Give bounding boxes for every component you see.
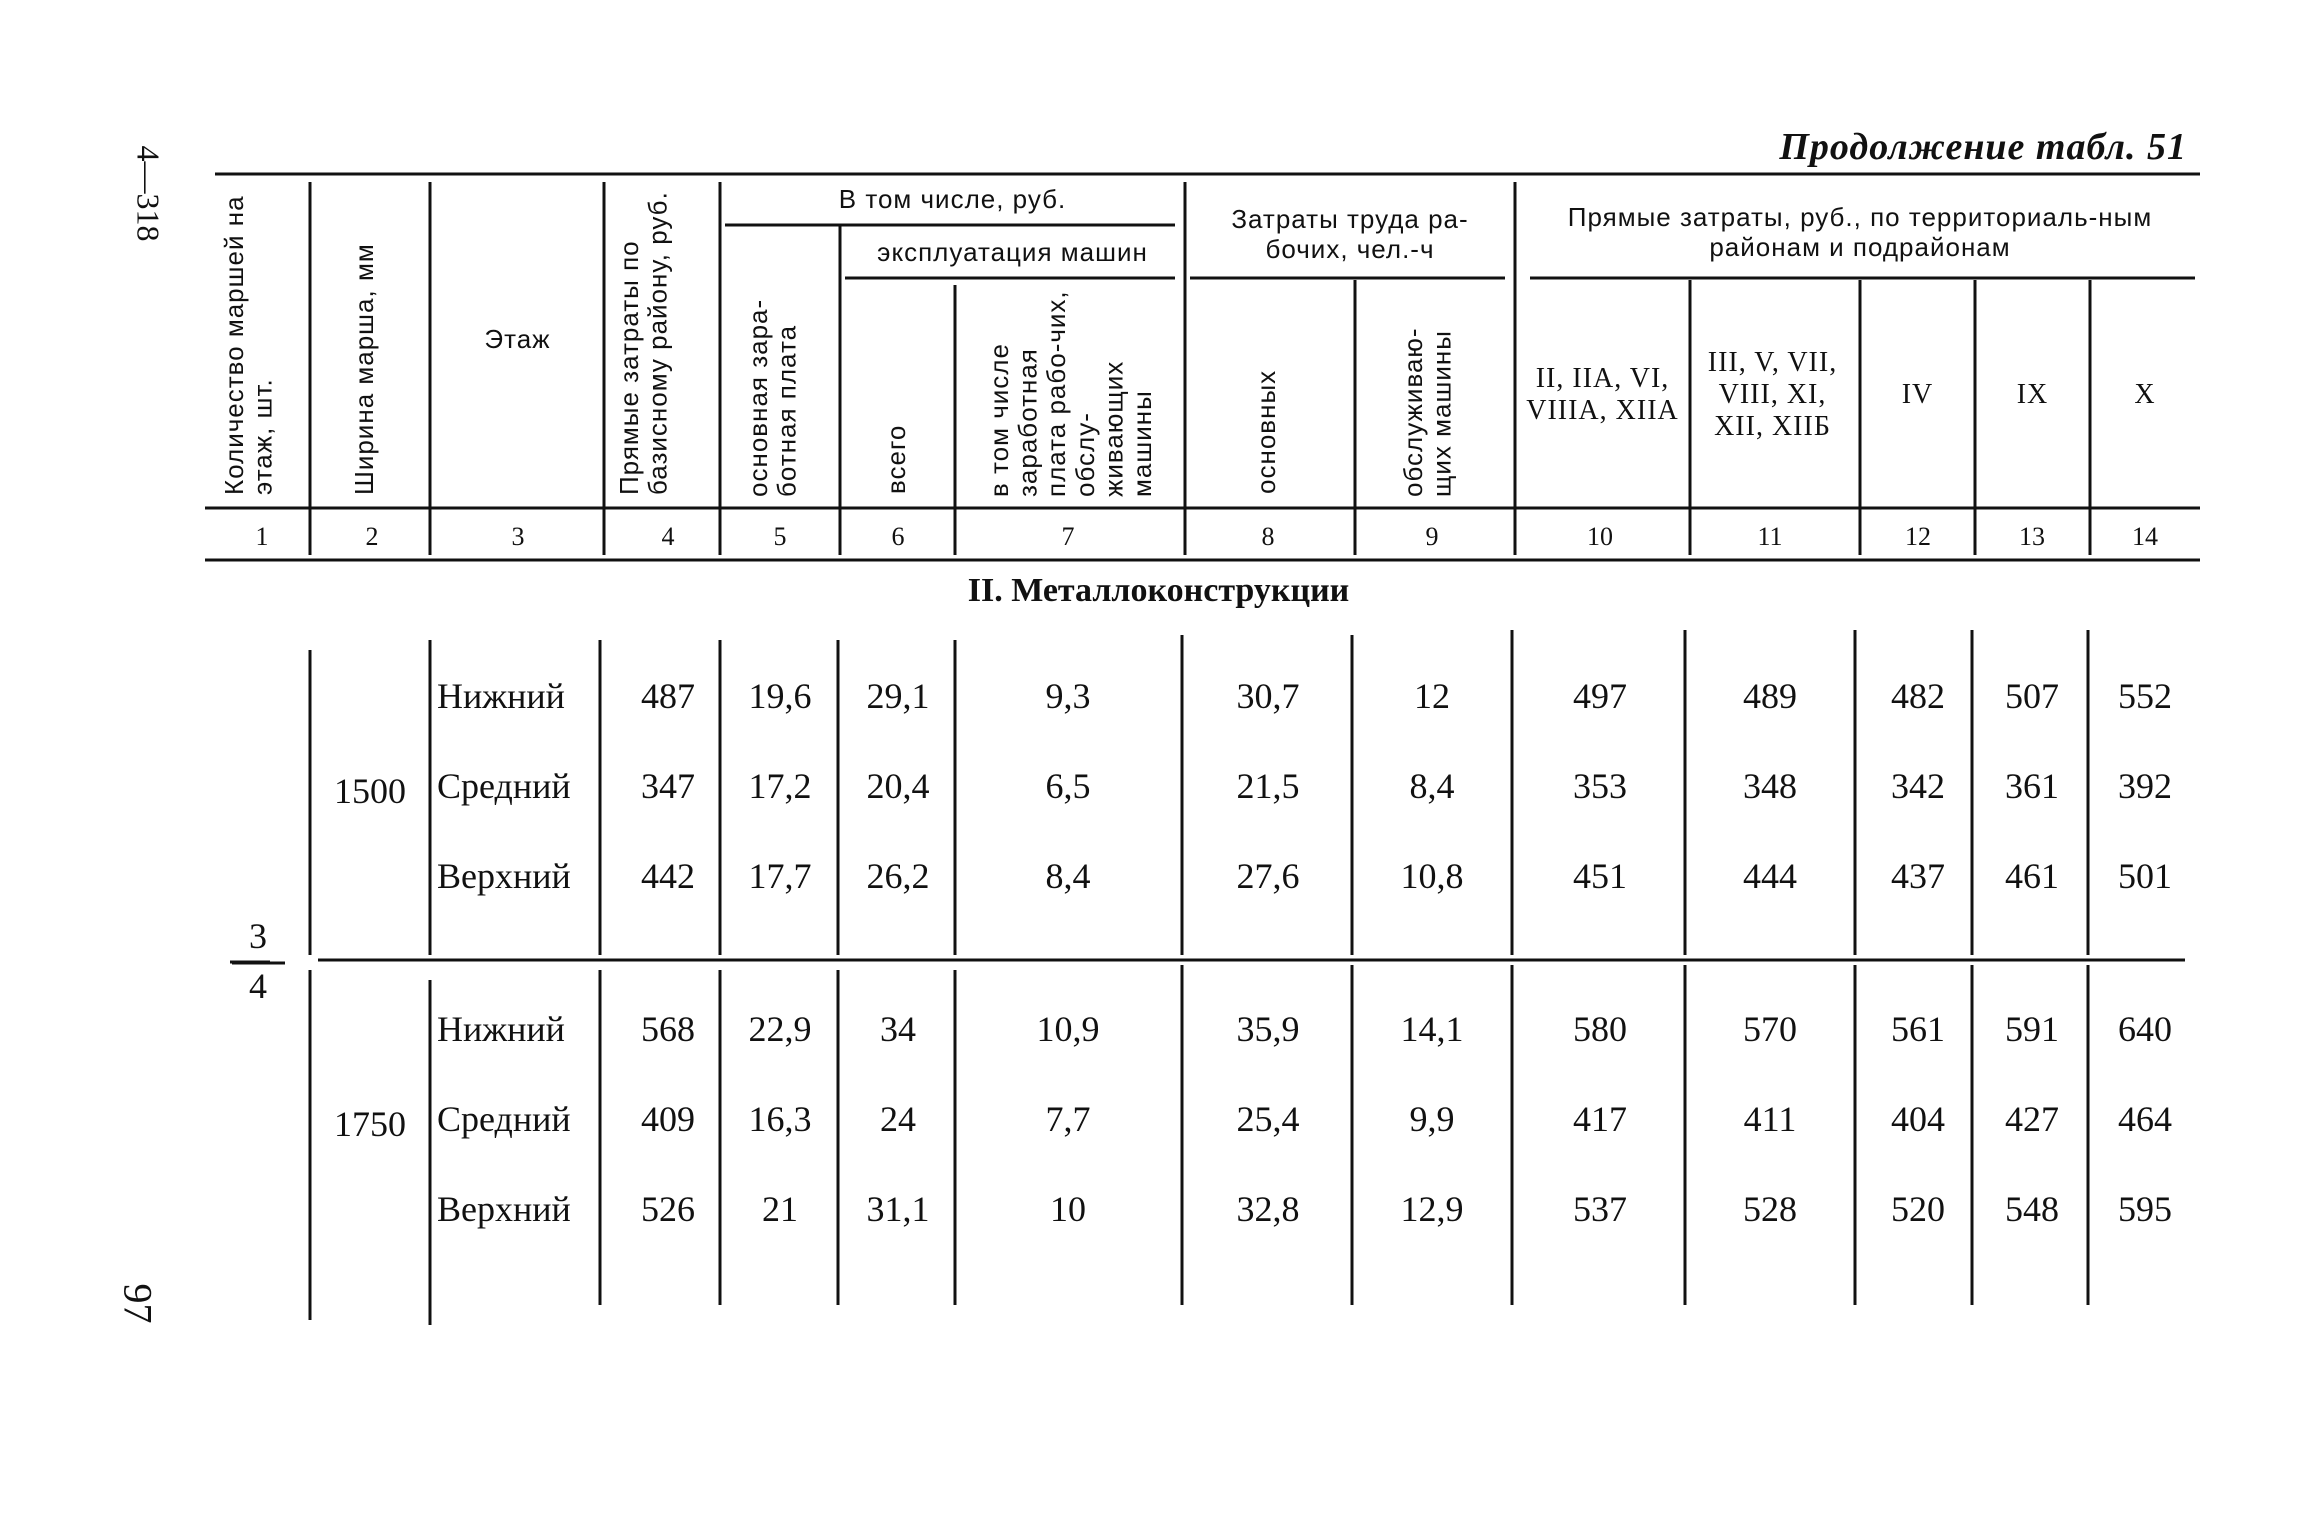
table-cell: 348 — [1743, 766, 1797, 807]
table-cell: 16,3 — [748, 1099, 812, 1140]
header-direct-cost-text: Прямые затраты по базисному району, руб. — [614, 191, 673, 495]
floor-name: Нижний — [437, 676, 565, 717]
table-cell: 9,9 — [1409, 1099, 1455, 1140]
header-region-3: IV — [1901, 378, 1934, 410]
table-cell: 442 — [641, 856, 695, 897]
header-machines-total-text: всего — [881, 424, 911, 494]
table-cell: 21 — [762, 1189, 798, 1230]
table-cell: 526 — [641, 1189, 695, 1230]
table-cell: 21,5 — [1236, 766, 1300, 807]
header-width-text: Ширина марша, мм — [349, 243, 379, 495]
header-labor-main — [1190, 285, 1350, 502]
table-cell: 537 — [1573, 1189, 1627, 1230]
header-direct-cost — [610, 185, 720, 500]
table-cell: 14,1 — [1400, 1009, 1464, 1050]
header-machines-wage — [960, 285, 1180, 502]
column-number: 1 — [255, 522, 269, 552]
table-cell: 392 — [2118, 766, 2172, 807]
table-cell: 30,7 — [1236, 676, 1300, 717]
table-cell: 31,1 — [866, 1189, 930, 1230]
header-floor: Этаж — [484, 324, 551, 355]
header-group-incl: В том числе, руб. — [838, 184, 1067, 215]
header-group-machines: эксплуатация машин — [877, 237, 1148, 268]
table-cell: 507 — [2005, 676, 2059, 717]
column-number: 14 — [2132, 522, 2158, 552]
table-cell: 417 — [1573, 1099, 1627, 1140]
column-number: 5 — [773, 522, 787, 552]
table-cell: 29,1 — [866, 676, 930, 717]
table-cell: 35,9 — [1236, 1009, 1300, 1050]
header-count-text: Количество маршей на этаж, шт. — [219, 195, 278, 495]
table-cell: 427 — [2005, 1099, 2059, 1140]
table-cell: 487 — [641, 676, 695, 717]
column-number: 10 — [1587, 522, 1613, 552]
header-region-4: IX — [2016, 378, 2049, 410]
table-cell: 25,4 — [1236, 1099, 1300, 1140]
floor-name: Средний — [437, 766, 571, 807]
table-cell: 404 — [1891, 1099, 1945, 1140]
table-cell: 8,4 — [1045, 856, 1091, 897]
count-numerator: 3 — [249, 916, 267, 956]
table-cell: 437 — [1891, 856, 1945, 897]
table-cell: 34 — [880, 1009, 916, 1050]
table-cell: 20,4 — [866, 766, 930, 807]
floor-name: Верхний — [437, 856, 571, 897]
table-cell: 640 — [2118, 1009, 2172, 1050]
table-cell: 6,5 — [1045, 766, 1091, 807]
table-cell: 548 — [2005, 1189, 2059, 1230]
table-cell: 22,9 — [748, 1009, 812, 1050]
table-cell: 361 — [2005, 766, 2059, 807]
march-width: 1500 — [334, 771, 406, 812]
column-number: 8 — [1261, 522, 1275, 552]
table-cell: 10,8 — [1400, 856, 1464, 897]
table-cell: 595 — [2118, 1189, 2172, 1230]
column-number: 4 — [661, 522, 675, 552]
column-number: 13 — [2019, 522, 2045, 552]
table-caption: Продолжение табл. 51 — [1779, 126, 2187, 168]
table-cell: 444 — [1743, 856, 1797, 897]
header-labor-service-text: обслуживаю-щих машины — [1398, 327, 1457, 497]
column-number: 11 — [1757, 522, 1783, 552]
column-number: 2 — [365, 522, 379, 552]
table-cell: 451 — [1573, 856, 1627, 897]
floor-name: Средний — [437, 1099, 571, 1140]
table-cell: 17,7 — [748, 856, 812, 897]
table-cell: 353 — [1573, 766, 1627, 807]
table-cell: 552 — [2118, 676, 2172, 717]
table-cell: 10,9 — [1036, 1009, 1100, 1050]
floor-name: Нижний — [437, 1009, 565, 1050]
header-count — [215, 190, 305, 500]
table-cell: 591 — [2005, 1009, 2059, 1050]
table-cell: 12 — [1414, 676, 1450, 717]
header-machines-total — [845, 285, 955, 502]
header-labor-main-text: основных — [1251, 369, 1281, 494]
header-region-5: X — [2134, 378, 2156, 410]
table-cell: 580 — [1573, 1009, 1627, 1050]
table-cell: 19,6 — [748, 676, 812, 717]
section-title: II. Металлоконструкции — [967, 572, 1350, 609]
header-labor-service — [1360, 285, 1510, 502]
table-cell: 528 — [1743, 1189, 1797, 1230]
table-cell: 9,3 — [1045, 676, 1091, 717]
table-cell: 17,2 — [748, 766, 812, 807]
header-machines-wage-text: в том числе заработная плата рабо-чих, обслу-живающих машины — [984, 290, 1157, 497]
table-cell: 347 — [641, 766, 695, 807]
table-cell: 409 — [641, 1099, 695, 1140]
table-cell: 10 — [1050, 1189, 1086, 1230]
count-denominator: 4 — [249, 966, 267, 1006]
header-width — [315, 190, 425, 500]
header-region-1: II, IIA, VI, VIIIA, XIIA — [1526, 362, 1679, 426]
table-cell: 520 — [1891, 1189, 1945, 1230]
page-number: 97 — [115, 1283, 161, 1324]
table-cell: 464 — [2118, 1099, 2172, 1140]
header-group-labor: Затраты труда ра-бочих, чел.-ч — [1231, 204, 1469, 264]
table-cell: 7,7 — [1045, 1099, 1091, 1140]
floor-name: Верхний — [437, 1189, 571, 1230]
table-cell: 501 — [2118, 856, 2172, 897]
header-region-2: III, V, VII, VIII, XI, XII, XIIБ — [1707, 346, 1838, 443]
column-number: 9 — [1425, 522, 1439, 552]
column-number: 7 — [1061, 522, 1075, 552]
table-cell: 411 — [1743, 1099, 1797, 1140]
table-cell: 12,9 — [1400, 1189, 1464, 1230]
header-base-wage — [725, 232, 835, 502]
table-cell: 26,2 — [866, 856, 930, 897]
table-cell: 8,4 — [1409, 766, 1455, 807]
page-code: 4—318 — [130, 145, 167, 242]
header-base-wage-text: основная зара-ботная плата — [743, 298, 802, 497]
table-cell: 482 — [1891, 676, 1945, 717]
table-cell: 27,6 — [1236, 856, 1300, 897]
table-cell: 24 — [880, 1099, 916, 1140]
table-cell: 461 — [2005, 856, 2059, 897]
table-cell: 497 — [1573, 676, 1627, 717]
column-number: 12 — [1905, 522, 1931, 552]
table-cell: 489 — [1743, 676, 1797, 717]
header-group-regions: Прямые затраты, руб., по территориаль-ным районам и подрайонам — [1567, 201, 2153, 262]
table-cell: 561 — [1891, 1009, 1945, 1050]
column-number: 3 — [511, 522, 525, 552]
table-cell: 568 — [641, 1009, 695, 1050]
table-cell: 32,8 — [1236, 1189, 1300, 1230]
march-width: 1750 — [334, 1104, 406, 1145]
column-number: 6 — [891, 522, 905, 552]
table-cell: 570 — [1743, 1009, 1797, 1050]
table-cell: 342 — [1891, 766, 1945, 807]
